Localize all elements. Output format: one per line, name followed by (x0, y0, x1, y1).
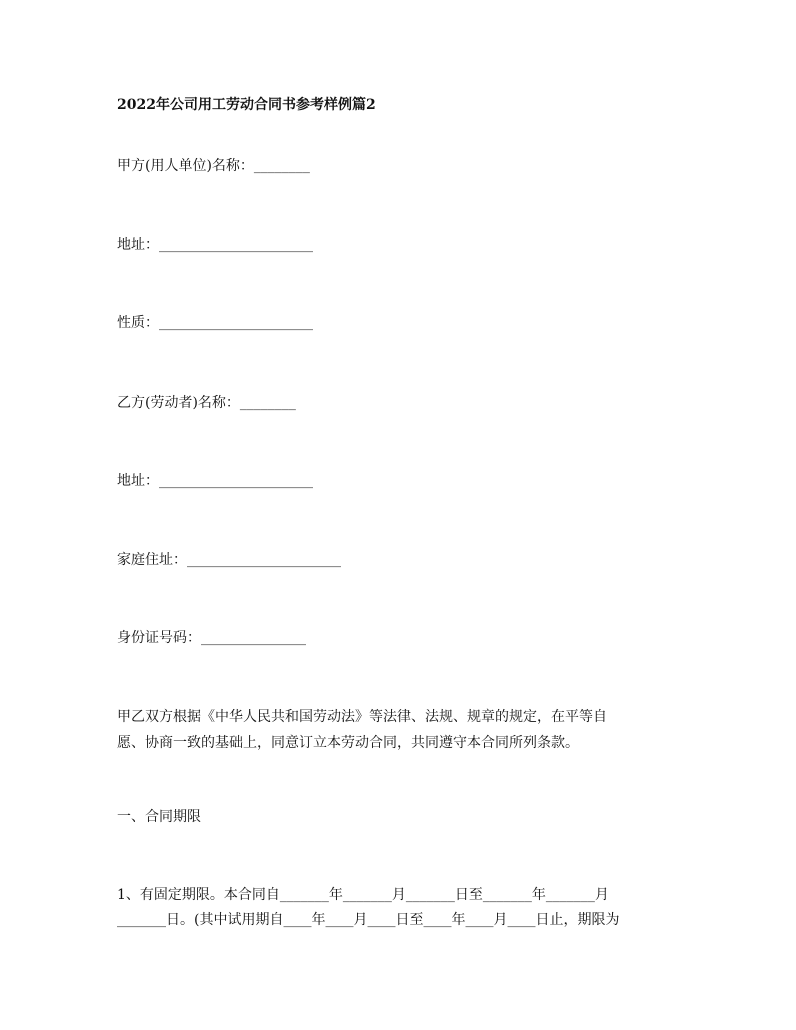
clause-1-line-2: _______日。(其中试用期自____年____月____日至____年____月____日止，期限为 (117, 912, 620, 928)
intro-paragraph-line-2: 愿、协商一致的基础上，同意订立本劳动合同，共同遵守本合同所列条款。 (117, 735, 579, 751)
intro-paragraph-line-1: 甲乙双方根据《中华人民共和国劳动法》等法律、法规、规章的规定，在平等自 (117, 709, 607, 725)
clause-1-line-1: 1、有固定期限。本合同自_______年_______月_______日至_______年_______月 (117, 887, 609, 903)
party-b-name-field: 乙方(劳动者)名称：________ (117, 395, 296, 411)
party-b-id-number-field: 身份证号码：_______________ (117, 630, 306, 646)
party-a-address-field: 地址：______________________ (117, 237, 313, 253)
document-title: 2022年公司用工劳动合同书参考样例篇2 (117, 97, 376, 113)
party-b-address-field: 地址：______________________ (117, 473, 313, 489)
party-a-nature-field: 性质：______________________ (117, 315, 313, 331)
party-a-name-field: 甲方(用人单位)名称：________ (117, 158, 310, 174)
section-1-heading: 一、合同期限 (117, 809, 201, 825)
party-b-home-address-field: 家庭住址：______________________ (117, 552, 341, 568)
